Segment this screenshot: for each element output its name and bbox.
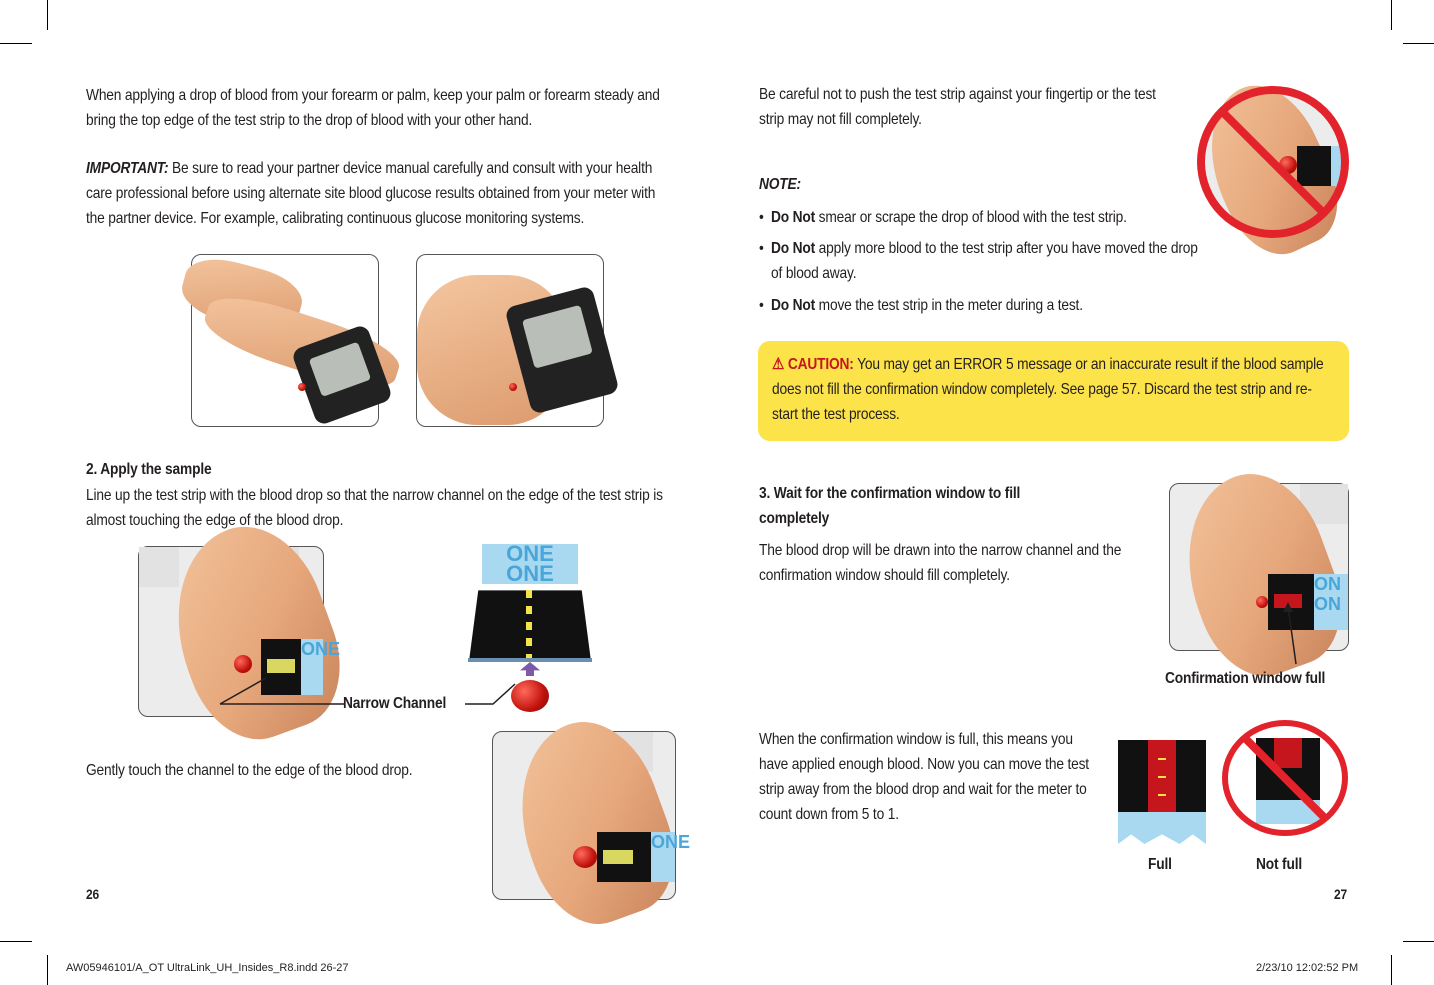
arrow-icon [210,670,350,710]
strip-brand: ONE [301,639,323,695]
full-label: Full [1148,856,1172,873]
page-number-right: 27 [1334,886,1348,902]
confirmation-window-illustration: ON ON [1169,483,1349,651]
no-push-illustration [1197,86,1349,238]
careful-text: Be careful not to push the test strip against your fingertip or the test strip may not fill completely. [759,86,1156,128]
arrow-icon [1280,600,1310,666]
step3-text: The blood drop will be drawn into the narrow channel and the confirmation window should fill completely. [759,542,1122,584]
note-item: • Do Not apply more blood to the test strip after you have moved the drop of blood away. [759,240,1198,282]
important-text: Be sure to read your partner device manual carefully and consult with your health care professional before using alternate site blood glucose results obtained from your meter with the partner device. For example, calibrating continuous glucose monitoring systems. [86,160,656,227]
forearm-illustration [191,254,379,427]
confirmation-label: Confirmation window full [1165,670,1326,687]
full-strip-illustration [1118,740,1206,844]
caution-label: CAUTION: [787,356,854,373]
no-sign-icon [1222,720,1348,836]
crop-mark [1391,0,1392,30]
crop-mark [0,43,32,44]
crop-mark [0,941,32,942]
crop-mark [1403,43,1434,44]
step2-text: Line up the test strip with the blood drop so that the narrow channel on the edge of the test strip is almost touching the edge of the blood drop. [86,487,663,529]
crop-mark [1403,941,1434,942]
crop-mark [47,0,48,30]
step2-heading: 2. Apply the sample [86,461,212,478]
not-full-illustration [1222,720,1348,836]
footer-timestamp: 2/23/10 12:02:52 PM [1256,962,1359,974]
crop-mark [47,955,48,985]
intro-paragraph: When applying a drop of blood from your forearm or palm, keep your palm or forearm steady and bring the top edge of the test strip to the drop of blood with your other hand. [86,87,660,129]
page-number-left: 26 [86,886,100,902]
important-paragraph [86,156,676,231]
not-full-label: Not full [1256,856,1303,873]
note-item: • Do Not smear or scrape the drop of blood with the test strip. [759,209,1127,226]
finger-touch-illustration: ONE [492,731,676,900]
gently-text: Gently touch the channel to the edge of the blood drop. [86,762,413,779]
full-text: When the confirmation window is full, this means you have applied enough blood. Now you can move the test strip away from the blood drop and wait for the meter to count down from 5 to 1. [759,731,1089,823]
warning-icon: ⚠ [772,356,785,373]
caution-text: ⚠ CAUTION: You may get an ERROR 5 message or an inaccurate result if the blood sample does not fill the confirmation window completely. See page 57. Discard the test strip and re-start the test process. [772,356,1324,423]
step3-heading: 3. Wait for the confirmation window to fill completely [759,485,1021,527]
narrow-channel-label: Narrow Channel [343,695,447,712]
strip-closeup-illustration: ONE ONE [468,544,592,714]
important-label: IMPORTANT: [86,160,169,177]
note-label: NOTE: [759,176,801,193]
no-sign-icon [1197,86,1349,238]
palm-illustration [416,254,604,427]
footer-file-info: AW05946101/A_OT UltraLink_UH_Insides_R8.indd 26-27 [66,962,349,974]
note-item: • Do Not move the test strip in the meter during a test. [759,297,1083,314]
